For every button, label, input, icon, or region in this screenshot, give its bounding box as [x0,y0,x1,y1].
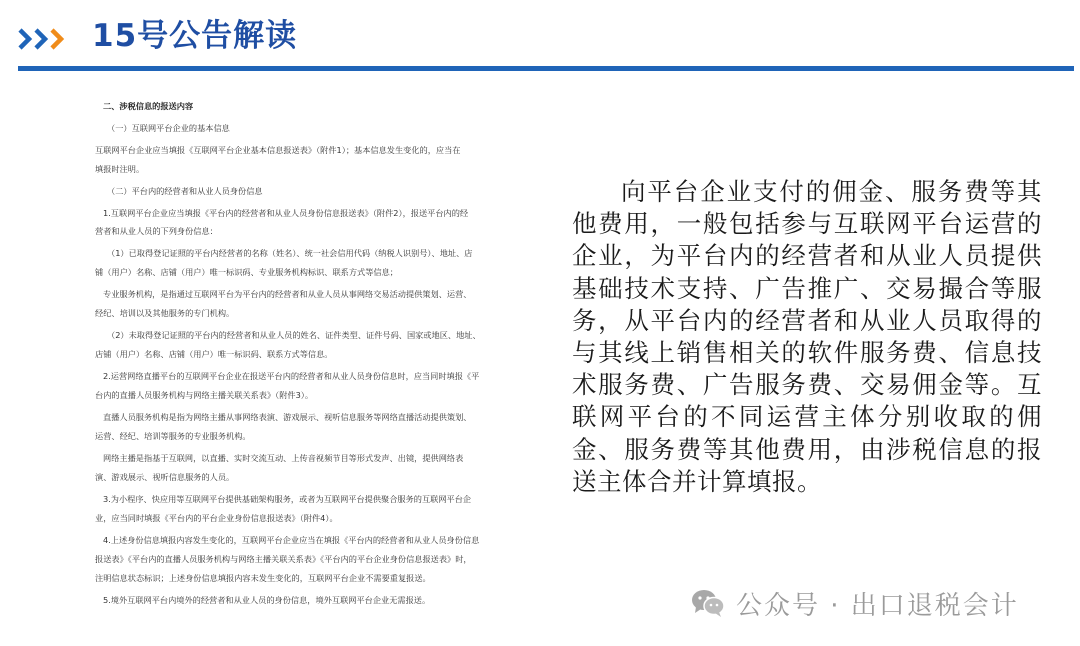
doc-line: 网络主播是指基于互联网，以直播、实时交流互动、上传音视频节目等形式发声、出镜，提供网络表 [103,453,464,463]
doc-line: 互联网平台企业应当填报《互联网平台企业基本信息报送表》（附件1）；基本信息发生变化的，应当在 [95,145,461,155]
doc-line: 注明信息状态标识；上述身份信息填报内容未发生变化的，互联网平台企业不需要重复报送。 [95,573,431,583]
doc-line: 二、涉税信息的报送内容 [103,101,194,111]
triple-chevron-right-icon [18,28,70,50]
doc-line: 直播人员服务机构是指为网络主播从事网络表演、游戏展示、视听信息服务等网络直播活动提供策划、 [103,412,472,422]
watermark [690,586,1019,620]
doc-line: 台内的直播人员服务机构与网络主播关联关系表》（附件3）。 [95,390,314,400]
doc-line: 填报时注明。 [95,164,145,174]
watermark-text: 公众号 · 出口退税会计 [736,590,1019,621]
doc-line: （2）未取得登记证照的平台内的经营者和从业人员的姓名、证件类型、证件号码、国家或地区、地址、 [107,330,481,340]
doc-line: 报送表》《平台内的直播人员服务机构与网络主播关联关系表》《平台内的平台企业身份信息报送表》时， [95,554,472,564]
doc-line: （1）已取得登记证照的平台内经营者的名称（姓名）、统一社会信用代码（纳税人识别号）、地址、店 [107,248,473,258]
doc-line: （一）互联网平台企业的基本信息 [107,123,230,133]
wechat-icon [690,588,726,618]
doc-line: 4.上述身份信息填报内容发生变化的，互联网平台企业应当在填报《平台内的经营者和从业人员身份信息 [103,535,480,545]
doc-line: 店铺（用户）名称、店铺（用户）唯一标识码、联系方式等信息。 [95,349,333,359]
doc-line: 铺（用户）名称、店铺（用户）唯一标识码、专业服务机构标识、联系方式等信息； [95,267,398,277]
doc-line: 运营、经纪、培训等服务的专业服务机构。 [95,431,251,441]
page-title: 15号公告解读 [92,18,298,54]
doc-line: 3.为小程序、快应用等互联网平台提供基础架构服务，或者为互联网平台提供聚合服务的互联网平台企 [103,494,472,504]
title-underline [18,66,1074,71]
doc-line: 5.境外互联网平台内境外的经营者和从业人员的身份信息，境外互联网平台企业无需报送。 [103,595,431,605]
doc-line: 1.互联网平台企业应当填报《平台内的经营者和从业人员身份信息报送表》（附件2），报送平台内的经 [103,208,469,218]
doc-line: 演、游戏展示、视听信息服务的人员。 [95,472,235,482]
doc-line: 业，应当同时填报《平台内的平台企业身份信息报送表》（附件4）。 [95,513,338,523]
summary-paragraph: 向平台企业支付的佣金、服务费等其他费用，一般包括参与互联网平台运营的企业，为平台内的经营者和从业人员提供基础技术支持、广告推广、交易撮合等服务，从平台内的经营者和从业人员取得的与其线上销售相关的软件服务费、信息技术服务费、广告服务费、交易佣金等。互联网平台的不同运营主体分别收取的佣金、服务费等其他费用，由涉税信息的报送主体合并计算填报。 [572,177,1042,496]
doc-line: （二）平台内的经营者和从业人员身份信息 [107,186,263,196]
doc-line: 专业服务机构，是指通过互联网平台为平台内的经营者和从业人员从事网络交易活动提供策划、运营、 [103,289,472,299]
doc-line: 营者和从业人员的下列身份信息： [95,226,218,236]
doc-line: 经纪、培训以及其他服务的专门机构。 [95,308,235,318]
doc-line: 2.运营网络直播平台的互联网平台企业在报送平台内的经营者和从业人员身份信息时，应当同时填报《平 [103,371,480,381]
